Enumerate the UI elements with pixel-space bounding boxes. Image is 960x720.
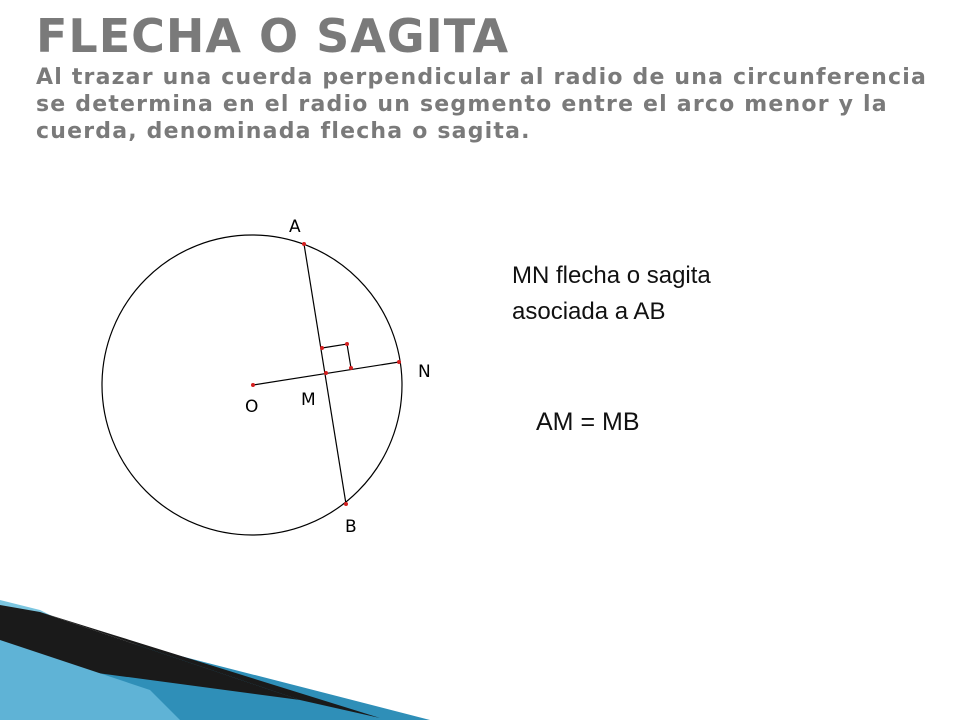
label-m: M <box>301 390 316 410</box>
sagitta-note-line-2: asociada a AB <box>512 298 666 325</box>
slide-title: FLECHA O SAGITA <box>36 9 510 63</box>
sagitta-note-line-1: MN flecha o sagita <box>512 262 711 289</box>
label-n: N <box>418 362 431 382</box>
label-o: O <box>245 397 259 417</box>
label-b: B <box>345 517 357 537</box>
slide-subtitle: Al trazar una cuerda perpendicular al radio de una circunferencia se determina en el radio un segmento entre el arco menor y la cuerda, denominada flecha o sagita. <box>36 65 928 144</box>
equation-note: AM = MB <box>536 408 640 436</box>
label-a: A <box>289 217 301 237</box>
